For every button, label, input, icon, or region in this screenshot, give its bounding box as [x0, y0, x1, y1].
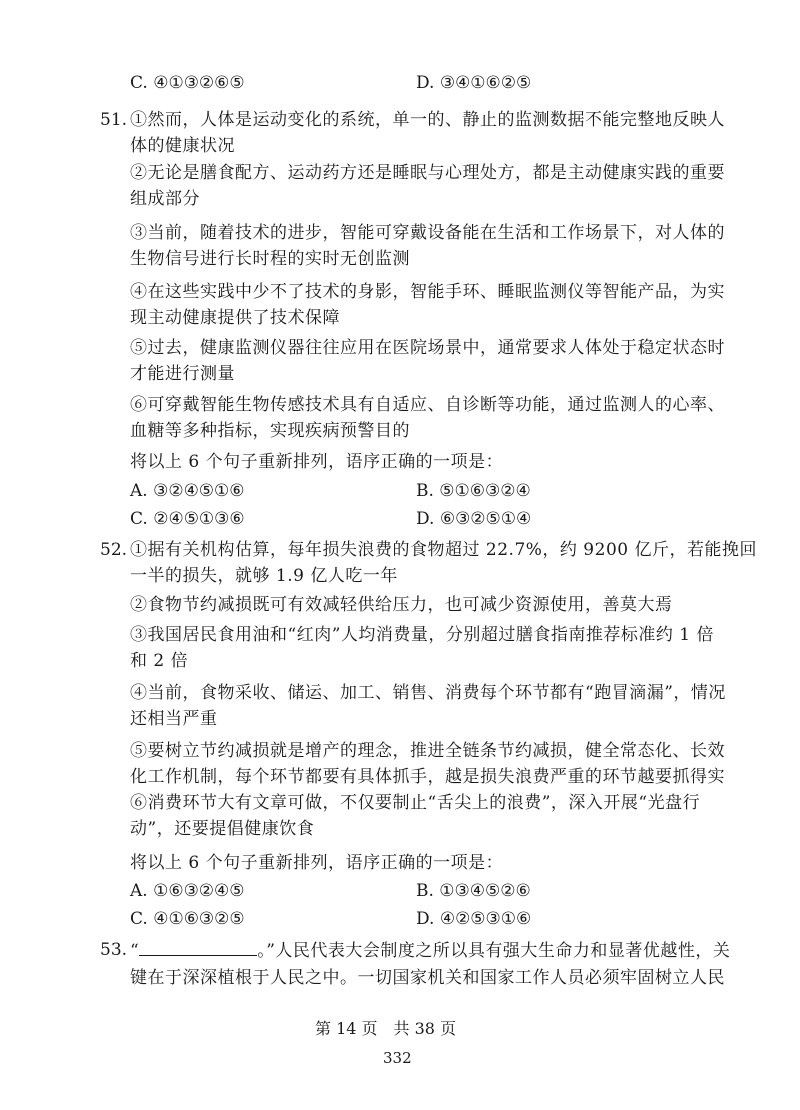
q52-line: ④当前，食物采收、储运、加工、销售、消费每个环节都有“跑冒滴漏”，情况 [130, 683, 726, 703]
q53-number: 53. [100, 940, 128, 960]
q51-option-d: D. ⑥③②⑤①④ [416, 509, 532, 529]
q52-line: ⑥消费环节大有文章可做，不仅要制止“舌尖上的浪费”，深入开展“光盘行 [130, 793, 701, 813]
q51-line: 才能进行测量 [130, 364, 235, 384]
q51-line: 组成部分 [130, 189, 200, 209]
q53-open-quote: “ [130, 941, 140, 961]
q52-option-d: D. ④②⑤③①⑥ [416, 909, 532, 929]
q51-line: ②无论是膳食配方、运动药方还是睡眠与心理处方，都是主动健康实践的重要 [130, 163, 725, 183]
q50-option-d: D. ③④①⑥②⑤ [416, 73, 532, 93]
q53-line [130, 939, 730, 962]
q52-line: ③我国居民食用油和“红肉”人均消费量，分别超过膳食指南推荐标准约 1 倍 [130, 625, 715, 645]
q52-line: ①据有关机构估算，每年损失浪费的食物超过 22.7%，约 9200 亿斤，若能挽回 [130, 540, 757, 560]
q51-line: 现主动健康提供了技术保障 [130, 308, 340, 328]
q53-line: 键在于深深植根于人民之中。一切国家机关和国家工作人员必须牢固树立人民 [130, 968, 725, 988]
fill-in-blank [139, 939, 257, 956]
q52-option-a: A. ①⑥③②④⑤ [130, 881, 245, 901]
page-info: 第 14 页 共 38 页 [315, 1019, 457, 1038]
q52-line: ⑤要树立节约减损就是增产的理念，推进全链条节约减损，健全常态化、长效 [130, 741, 725, 761]
q51-option-a: A. ③②④⑤①⑥ [130, 481, 245, 501]
q52-line: 还相当严重 [130, 709, 218, 729]
q51-line: 体的健康状况 [130, 136, 235, 156]
q51-number: 51. [100, 110, 128, 130]
q51-instruction: 将以上 6 个句子重新排列，语序正确的一项是： [130, 452, 504, 472]
q52-option-c: C. ④①⑥③②⑤ [130, 909, 245, 929]
q51-option-b: B. ⑤①⑥③②④ [416, 481, 531, 501]
q52-instruction: 将以上 6 个句子重新排列，语序正确的一项是： [130, 853, 504, 873]
q52-line: 和 2 倍 [130, 651, 189, 671]
page-number: 332 [383, 1049, 412, 1067]
q52-line: ②食物节约减损既可有效减轻供给压力，也可减少资源使用，善莫大焉 [130, 595, 673, 615]
q52-number: 52. [100, 540, 128, 560]
q52-option-b: B. ①③④⑤②⑥ [416, 881, 531, 901]
q51-line: ④在这些实践中少不了技术的身影，智能手环、睡眠监测仪等智能产品，为实 [130, 282, 725, 302]
q52-line: 一半的损失，就够 1.9 亿人吃一年 [130, 566, 398, 586]
q51-line: ③当前，随着技术的进步，智能可穿戴设备能在生活和工作场景下，对人体的 [130, 223, 725, 243]
q51-option-c: C. ②④⑤①③⑥ [130, 509, 245, 529]
q50-option-c: C. ④①③②⑥⑤ [130, 73, 245, 93]
q51-line: 生物信号进行长时程的实时无创监测 [130, 249, 410, 269]
q51-line: ①然而，人体是运动变化的系统，单一的、静止的监测数据不能完整地反映人 [130, 110, 725, 130]
q52-line: 动”，还要提倡健康饮食 [130, 819, 315, 839]
q53-line1-text: 。”人民代表大会制度之所以具有强大生命力和显著优越性，关 [257, 941, 731, 961]
q51-line: ⑤过去，健康监测仪器往往应用在医院场景中，通常要求人体处于稳定状态时 [130, 338, 725, 358]
q51-line: 血糖等多种指标，实现疾病预警目的 [130, 421, 410, 441]
q51-line: ⑥可穿戴智能生物传感技术具有自适应、自诊断等功能，通过监测人的心率、 [130, 395, 725, 415]
q52-line: 化工作机制，每个环节都要有具体抓手，越是损失浪费严重的环节越要抓得实 [130, 767, 725, 787]
